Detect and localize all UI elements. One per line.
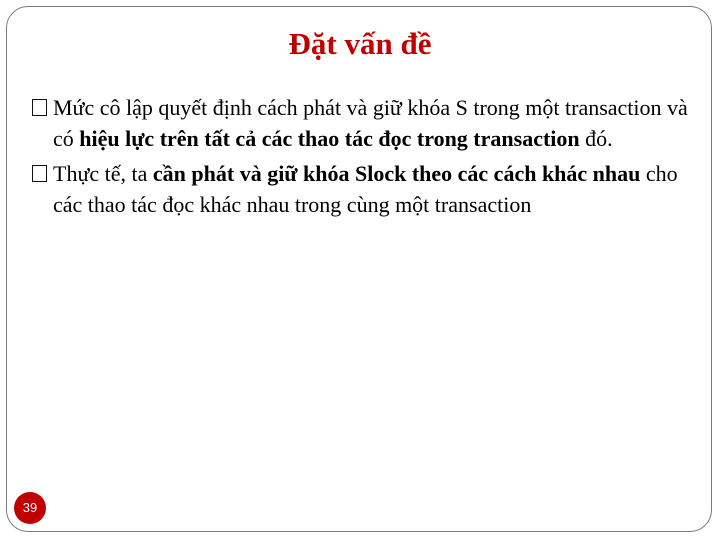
bullet-segment: đó.: [579, 126, 613, 151]
bullet-segment-bold: hiệu lực trên tất cả các thao tác đọc trong transaction: [79, 126, 580, 151]
bullet-list: [30, 92, 700, 224]
slide-title: Đặt vấn đề: [288, 26, 432, 61]
bullet-segment: cho các thao tác đọc khác nhau trong cùng một transaction: [53, 161, 678, 217]
bullet-segment: Mức cô lập quyết định cách phát và giữ khóa S trong một transaction và có: [53, 95, 688, 151]
slide-frame: [6, 6, 712, 532]
bullet-text: [53, 95, 688, 151]
page-number-badge: 39: [14, 492, 46, 524]
bullet-text: [53, 161, 678, 217]
bullet-item-isolation-level: [30, 92, 700, 154]
bullet-segment-bold: cần phát và giữ khóa Slock theo các cách khác nhau: [152, 161, 641, 186]
bullet-item-reality: [30, 158, 700, 220]
square-bullet-icon: [32, 99, 47, 116]
square-bullet-icon: [32, 165, 47, 182]
bullet-segment: Thực tế, ta: [53, 161, 153, 186]
